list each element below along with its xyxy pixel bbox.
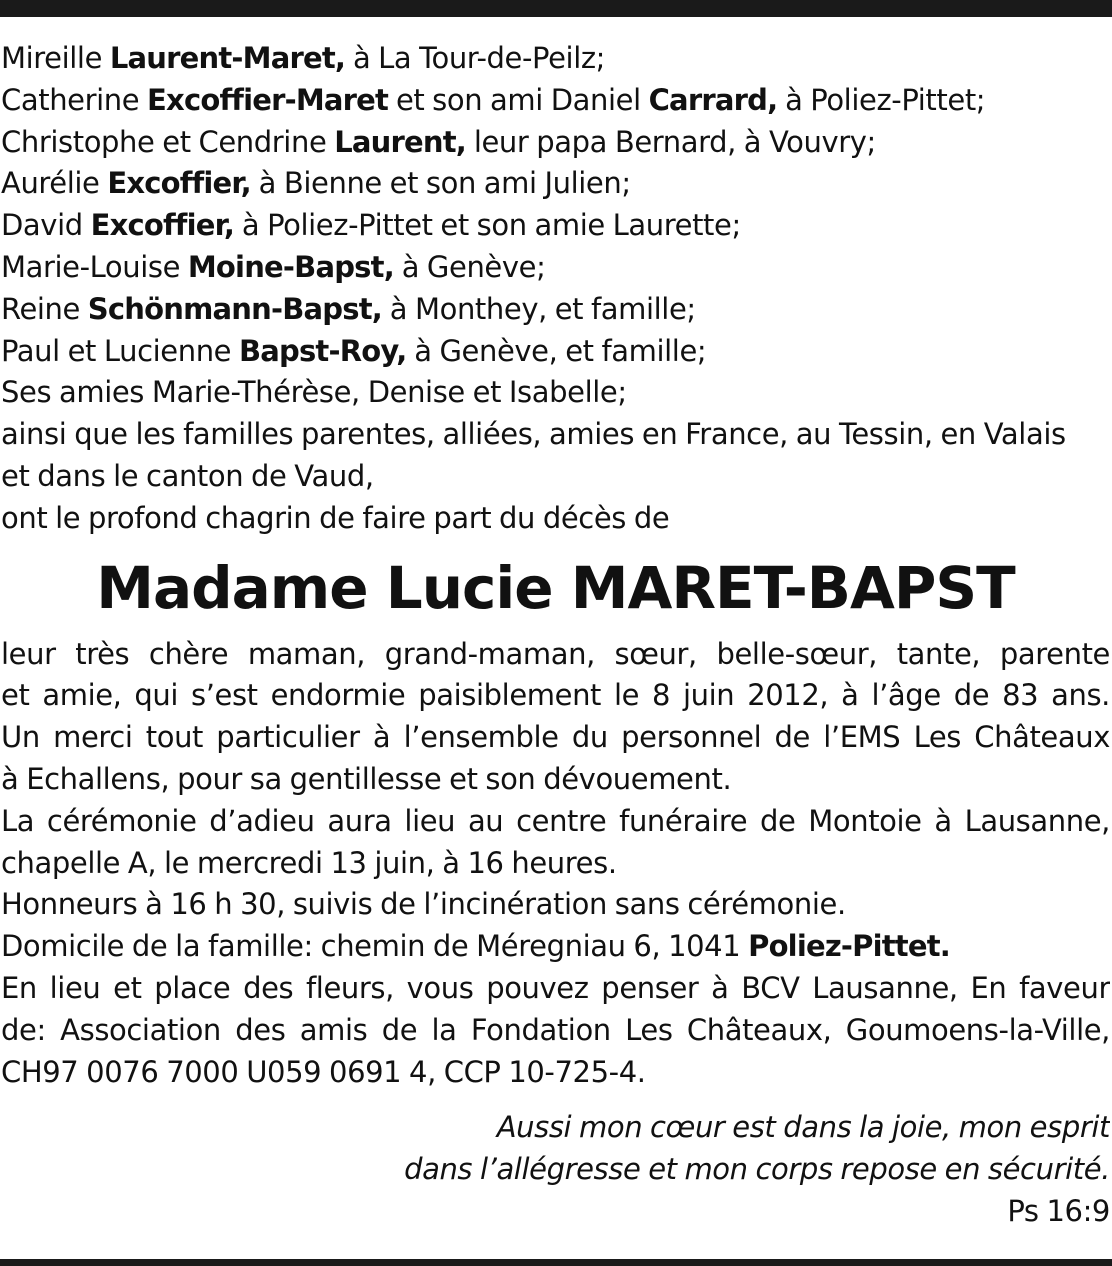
family-surname: Excoffier-Maret [147,82,389,117]
body-line: chapelle A, le mercredi 13 juin, à 16 heures. [1,845,617,880]
family-surname: Bapst-Roy, [238,333,407,368]
bottom-border [0,1259,1112,1266]
announcement-line: ont le profond chagrin de faire part du décès de [1,500,670,535]
family-surname: Laurent-Maret, [109,41,346,75]
verse-reference: Ps 16:9 [1007,1193,1110,1228]
family-line-8: Paul et Lucienne Bapst-Roy, à Genève, et famille; [1,333,707,368]
body-line: La cérémonie d’adieu aura lieu au centre funéraire de Montoie à Lausanne, [1,803,1110,838]
top-border [0,0,1112,17]
family-line-1: Mireille Laurent-Maret, à La Tour-de-Peilz; [1,41,606,75]
relatives-line: ainsi que les familles parentes, alliées, amies en France, au Tessin, en Valais [1,417,1066,452]
body-line: Un merci tout particulier à l’ensemble du personnel de l’EMS Les Châteaux [1,720,1110,755]
friends-line: Ses amies Marie-Thérèse, Denise et Isabelle; [1,375,627,410]
donation-line: CH97 0076 7000 U059 0691 4, CCP 10-725-4. [1,1054,646,1089]
family-surname: Schönmann-Bapst, [87,291,382,326]
family-surname: Excoffier, [107,166,251,201]
family-surname: Carrard, [648,82,778,117]
family-line-6: Marie-Louise Moine-Bapst, à Genève; [1,249,546,284]
domicile-line: Domicile de la famille: chemin de Méregniau 6, 1041 Poliez-Pittet. [1,929,951,964]
verse-line: Aussi mon cœur est dans la joie, mon esprit [496,1110,1110,1145]
deceased-name: Madame Lucie MARET-BAPST [96,553,1015,622]
family-surname: Excoffier, [90,208,235,243]
family-line-5: David Excoffier, à Poliez-Pittet et son amie Laurette; [1,208,741,243]
body-line: et amie, qui s’est endormie paisiblement le 8 juin 2012, à l’âge de 83 ans. [1,678,1110,713]
domicile-town: Poliez-Pittet. [748,929,951,964]
family-line-3: Christophe et Cendrine Laurent, leur papa Bernard, à Vouvry; [1,124,876,159]
family-line-4: Aurélie Excoffier, à Bienne et son ami Julien; [1,166,631,201]
family-surname: Laurent, [334,124,467,159]
verse-line: dans l’allégresse et mon corps repose en sécurité. [404,1152,1110,1187]
body-line: Honneurs à 16 h 30, suivis de l’incinération sans cérémonie. [1,887,846,922]
bible-verse [1,1107,1110,1232]
family-surname: Moine-Bapst, [187,249,394,284]
family-line-7: Reine Schönmann-Bapst, à Monthey, et famille; [1,291,696,326]
relatives-line-continued: et dans le canton de Vaud, [1,458,374,493]
family-line-2: Catherine Excoffier-Maret et son ami Daniel Carrard, à Poliez-Pittet; [1,82,986,117]
body-line: à Echallens, pour sa gentillesse et son dévouement. [1,761,732,796]
donation-line: En lieu et place des fleurs, vous pouvez penser à BCV Lausanne, En faveur [1,970,1110,1005]
obituary-notice [1,38,1110,1233]
body-line: leur très chère maman, grand-maman, sœur, belle-sœur, tante, parente [1,636,1110,671]
donation-line: de: Association des amis de la Fondation Les Châteaux, Goumoens-la-Ville, [1,1012,1110,1047]
